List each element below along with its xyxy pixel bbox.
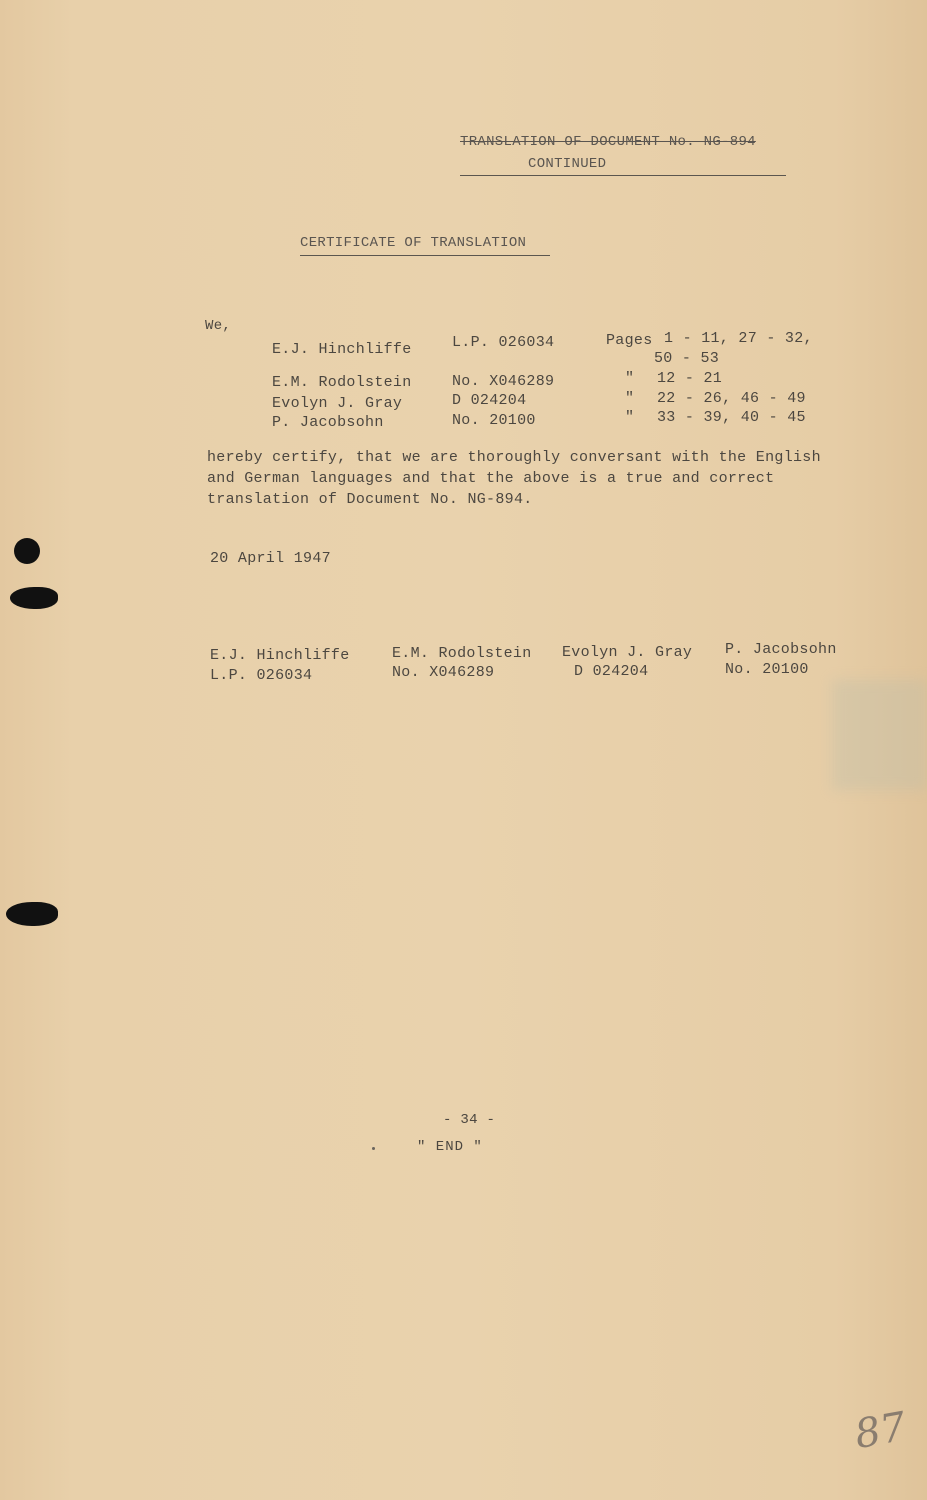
punch-hole-mark: [14, 538, 40, 564]
certificate-date: 20 April 1947: [210, 550, 331, 567]
page-number: - 34 -: [443, 1112, 496, 1128]
translator-name: E.M. Rodolstein: [272, 374, 412, 391]
ditto-mark: ": [625, 409, 635, 426]
signature-name: E.J. Hinchliffe: [210, 647, 350, 664]
signature-name: E.M. Rodolstein: [392, 645, 532, 662]
certificate-title-underline: [300, 255, 550, 256]
signature-name: P. Jacobsohn: [725, 641, 837, 658]
translator-number: D 024204: [452, 392, 527, 409]
document-header-title: TRANSLATION OF DOCUMENT No. NG-894: [460, 134, 756, 150]
binding-clip-mark: [6, 902, 58, 926]
ditto-mark: ": [625, 370, 635, 387]
certificate-title: CERTIFICATE OF TRANSLATION: [300, 235, 527, 251]
translator-number: No. X046289: [452, 373, 555, 390]
paper-stain: [832, 680, 927, 790]
translator-name: E.J. Hinchliffe: [272, 341, 412, 358]
translator-pages: 22 - 26, 46 - 49: [657, 390, 806, 407]
signature-name: Evolyn J. Gray: [562, 644, 693, 661]
handwritten-folio-number: 87: [851, 1403, 910, 1459]
translator-pages: 12 - 21: [657, 370, 723, 387]
translator-number: L.P. 026034: [452, 334, 555, 351]
binding-clip-mark: [10, 587, 58, 609]
speck: [372, 1147, 375, 1150]
ditto-mark: ": [625, 390, 635, 407]
header-underline: [460, 175, 786, 176]
translator-number: No. 20100: [452, 412, 536, 429]
certify-line: translation of Document No. NG-894.: [207, 491, 533, 508]
certify-line: hereby certify, that we are thoroughly conversant with the English: [207, 449, 821, 466]
translator-pages: 33 - 39, 40 - 45: [657, 409, 806, 426]
signature-number: No. X046289: [392, 664, 495, 681]
signature-number: D 024204: [574, 663, 649, 680]
certify-line: and German languages and that the above is a true and correct: [207, 470, 775, 487]
signature-number: No. 20100: [725, 661, 809, 678]
signature-number: L.P. 026034: [210, 667, 313, 684]
translator-pages-continued: 50 - 53: [654, 350, 720, 367]
translator-name: P. Jacobsohn: [272, 414, 384, 431]
intro-word: We,: [205, 318, 232, 334]
document-header-continued: CONTINUED: [528, 156, 607, 172]
translator-name: Evolyn J. Gray: [272, 395, 403, 412]
translator-pages: 1 - 11, 27 - 32,: [664, 330, 813, 347]
end-marker: " END ": [417, 1139, 483, 1155]
pages-label: Pages: [606, 332, 653, 349]
